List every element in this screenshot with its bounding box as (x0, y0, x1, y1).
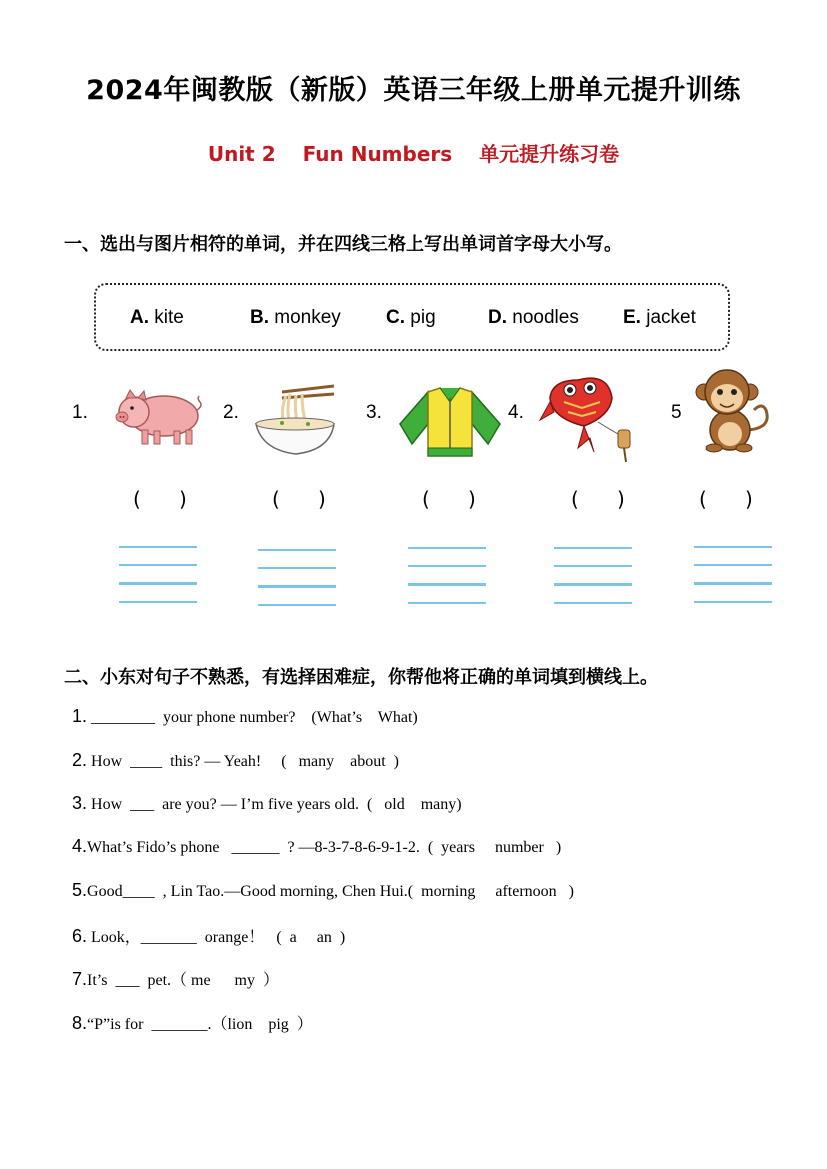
picture-number: 1. (72, 402, 88, 423)
page-subtitle (0, 138, 827, 167)
question-row (72, 1011, 313, 1034)
jacket-icon (398, 384, 502, 460)
option-letter: E. (623, 307, 641, 328)
word-bank-box (94, 283, 730, 351)
option-e (623, 307, 696, 329)
writing-lines[interactable] (258, 549, 336, 609)
option-d (488, 307, 579, 329)
option-letter: C. (386, 307, 405, 328)
question-text: Look，_______ orange！ ( a an ) (87, 929, 346, 946)
option-c (386, 307, 436, 329)
section2-heading: 二、小东对句子不熟悉，有选择困难症，你帮他将正确的单词填到横线上。 (64, 667, 658, 688)
writing-lines[interactable] (554, 547, 632, 607)
question-number: 1. (72, 706, 88, 726)
question-number: 7. (72, 969, 88, 989)
question-text: What’s Fido’s phone ______ ? —8-3-7-8-6-9-1-2. ( years number ) (87, 839, 562, 856)
option-letter: D. (488, 307, 507, 328)
picture-number: 3. (366, 402, 382, 423)
question-row (72, 836, 561, 857)
writing-lines[interactable] (694, 546, 772, 606)
question-row (72, 750, 399, 771)
option-word: kite (154, 307, 184, 328)
question-text: Good____ , Lin Tao.—Good morning, Chen Hui.( morning afternoon ) (87, 883, 574, 900)
picture-number: 4. (508, 402, 524, 423)
question-number: 5. (72, 880, 88, 900)
option-word: noodles (512, 307, 579, 328)
question-row (72, 924, 345, 947)
question-text: “P”is for _______.（lion pig ） (87, 1016, 313, 1033)
question-number: 2. (72, 750, 88, 770)
option-word: pig (410, 307, 436, 328)
option-letter: A. (130, 307, 149, 328)
pig-icon (112, 384, 204, 448)
question-number: 6. (72, 926, 88, 946)
writing-lines[interactable] (408, 547, 486, 607)
section1-heading: 一、选出与图片相符的单词，并在四线三格上写出单词首字母大小写。 (64, 234, 622, 255)
answer-blank[interactable]: ( ) (133, 487, 187, 511)
question-number: 3. (72, 793, 88, 813)
picture-number: 2. (223, 402, 239, 423)
option-a (130, 307, 184, 329)
answer-blank[interactable]: ( ) (699, 487, 753, 511)
writing-lines[interactable] (119, 546, 197, 606)
page-title: 2024年闽教版（新版）英语三年级上册单元提升训练 (86, 75, 741, 106)
question-row (72, 706, 418, 727)
option-b (250, 307, 341, 329)
unit-name: Fun Numbers (302, 142, 453, 166)
question-number: 4. (72, 836, 88, 856)
option-letter: B. (250, 307, 269, 328)
question-text: How ____ this? — Yeah! ( many about ) (87, 753, 399, 770)
question-row (72, 880, 574, 901)
kite-icon (538, 372, 642, 464)
question-text: It’s ___ pet.（ me my ） (87, 972, 280, 989)
question-row (72, 793, 462, 814)
answer-blank[interactable]: ( ) (571, 487, 625, 511)
question-text: ________ your phone number? (What’s What) (87, 709, 418, 726)
answer-blank[interactable]: ( ) (422, 487, 476, 511)
option-word: jacket (646, 307, 696, 328)
picture-number: 5 (671, 402, 682, 423)
monkey-icon (692, 364, 774, 456)
answer-blank[interactable]: ( ) (272, 487, 326, 511)
question-text: How ___ are you? — I’m five years old. ( old many) (87, 796, 462, 813)
question-row (72, 967, 279, 990)
unit-label: Unit 2 (207, 142, 276, 166)
question-number: 8. (72, 1013, 88, 1033)
option-word: monkey (274, 307, 341, 328)
unit-cn: 单元提升练习卷 (479, 142, 620, 166)
noodles-icon (252, 382, 338, 458)
